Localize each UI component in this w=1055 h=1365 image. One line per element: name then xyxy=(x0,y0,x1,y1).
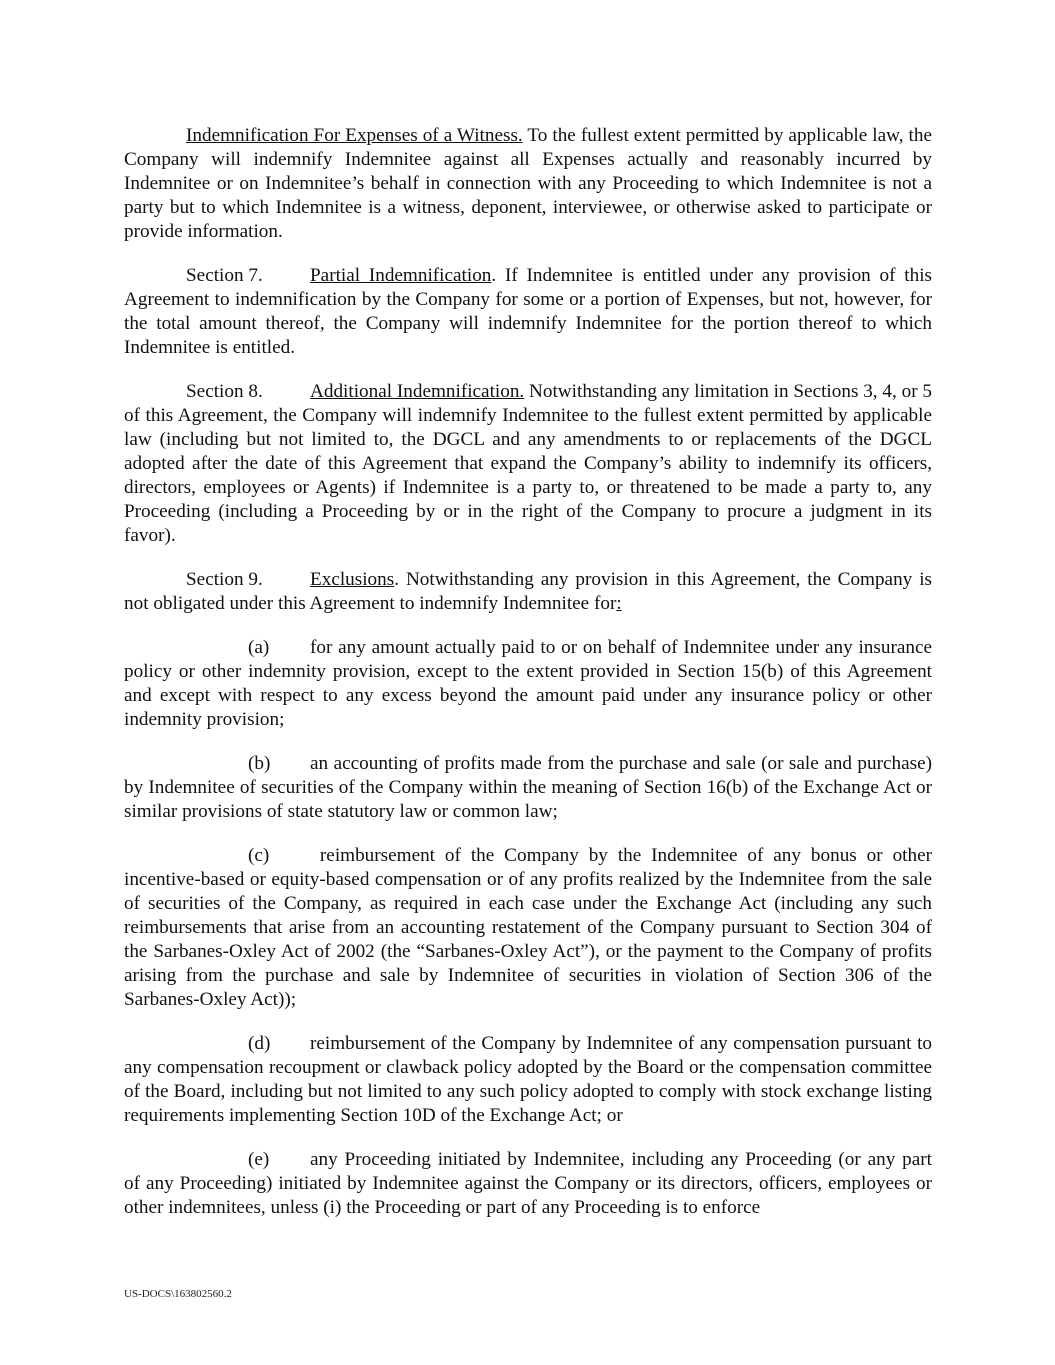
list-item-c xyxy=(124,844,932,1012)
document-page xyxy=(124,124,932,1240)
section-8-number: Section 8. xyxy=(186,381,263,402)
list-item-text: reimbursement of the Company by the Indemnitee of any bonus or other incentive-based or equity-based compensation or of any profits realized by the Indemnitee from the sale of securities of the Company, as required in each case under the Exchange Act (including any such reimbursements that arise from an accounting restatement of the Company pursuant to Section 304 of the Sarbanes-Oxley Act of 2002 (the “Sarbanes-Oxley Act”), or the payment to the Company of profits arising from the purchase and sale by Indemnitee of securities in violation of Section 306 of the Sarbanes-Oxley Act)); xyxy=(124,845,932,1010)
paragraph-section-9 xyxy=(124,568,932,616)
section-7-text: . If Indemnitee is entitled under any provision of this Agreement to indemnification by the Company for some or a portion of Expenses, but not, however, for the total amount thereof, the Company will indemnify Indemnitee for the portion thereof to which Indemnitee is entitled. xyxy=(124,265,932,358)
list-item-a xyxy=(124,636,932,732)
list-item-label: (c) xyxy=(248,845,270,866)
paragraph-section-7 xyxy=(124,264,932,360)
section-8-heading: Additional Indemnification. xyxy=(310,381,525,402)
section-9-number: Section 9. xyxy=(186,569,263,590)
list-item-label: (a) xyxy=(248,637,270,658)
section-9-heading: Exclusions xyxy=(310,569,395,590)
witness-text: To the fullest extent permitted by applicable law, the Company will indemnify Indemnitee against all Expenses actually and reasonably incurred by Indemnitee or on Indemnitee’s behalf in connection with any Proceeding to which Indemnitee is not a party but to which Indemnitee is a witness, deponent, interviewee, or otherwise asked to participate or provide information. xyxy=(124,125,932,242)
list-item-label: (e) xyxy=(248,1149,270,1170)
list-item-b xyxy=(124,752,932,824)
section-9-trailing-colon: : xyxy=(616,593,622,614)
section-8-text: Notwithstanding any limitation in Sections 3, 4, or 5 of this Agreement, the Company will indemnify Indemnitee to the fullest extent permitted by applicable law (including but not limited to, the DGCL and any amendments to or replacements of the DGCL adopted after the date of this Agreement that expand the Company’s ability to indemnify its officers, directors, employees or Agents) if Indemnitee is a party to, or threatened to be made a party to, any Proceeding (including a Proceeding by or in the right of the Company to procure a judgment in its favor). xyxy=(124,381,932,546)
list-item-text: an accounting of profits made from the purchase and sale (or sale and purchase) by Indemnitee of securities of the Company within the meaning of Section 16(b) of the Exchange Act or similar provisions of state statutory law or common law; xyxy=(124,753,932,822)
list-item-label: (d) xyxy=(248,1033,271,1054)
section-9-text: . Notwithstanding any provision in this Agreement, the Company is not obligated under this Agreement to indemnify Indemnitee for xyxy=(124,569,932,614)
list-item-text: any Proceeding initiated by Indemnitee, including any Proceeding (or any part of any Proceeding) initiated by Indemnitee against the Company or its directors, officers, employees or other indemnitees, unless (i) the Proceeding or part of any Proceeding is to enforce xyxy=(124,1149,932,1218)
list-item-d xyxy=(124,1032,932,1128)
witness-heading: Indemnification For Expenses of a Witness. xyxy=(186,125,523,146)
list-item-e xyxy=(124,1148,932,1220)
list-item-text: reimbursement of the Company by Indemnitee of any compensation pursuant to any compensation recoupment or clawback policy adopted by the Board or the compensation committee of the Board, including but not limited to any such policy adopted to comply with stock exchange listing requirements implementing Section 10D of the Exchange Act; or xyxy=(124,1033,932,1126)
section-7-number: Section 7. xyxy=(186,265,263,286)
list-item-text: for any amount actually paid to or on behalf of Indemnitee under any insurance policy or other indemnity provision, except to the extent provided in Section 15(b) of this Agreement and except with respect to any excess beyond the amount paid under any insurance policy or other indemnity provision; xyxy=(124,637,932,730)
footer-doc-id: US-DOCS\163802560.2 xyxy=(124,1288,232,1300)
paragraph-section-8 xyxy=(124,380,932,548)
section-7-heading: Partial Indemnification xyxy=(310,265,492,286)
paragraph-witness xyxy=(124,124,932,244)
list-item-label: (b) xyxy=(248,753,271,774)
